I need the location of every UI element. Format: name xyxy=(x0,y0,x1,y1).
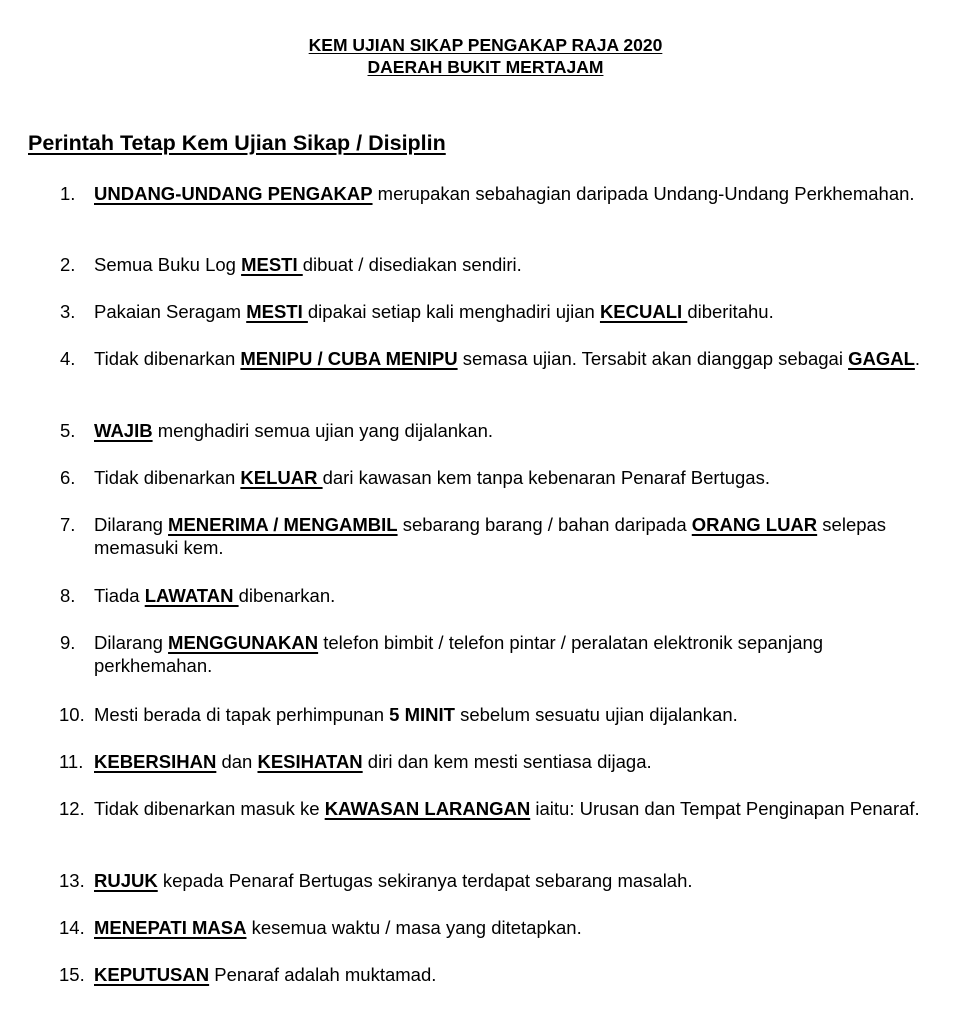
rule-emphasis: GAGAL xyxy=(848,348,915,369)
rule-emphasis: KELUAR xyxy=(240,467,323,488)
rule-text-segment: Tidak dibenarkan xyxy=(94,467,241,488)
rule-emphasis: UNDANG-UNDANG PENGAKAP xyxy=(94,183,373,204)
rule-text xyxy=(94,347,924,370)
rule-emphasis: WAJIB xyxy=(94,420,153,441)
rule-text-segment: Mesti berada di tapak perhimpunan xyxy=(94,704,390,725)
rule-number: 3. xyxy=(60,301,76,322)
rule-emphasis: KEBERSIHAN xyxy=(94,751,217,772)
rule-item xyxy=(60,703,950,726)
rule-item xyxy=(60,631,950,677)
rule-text-segment: Penaraf adalah muktamad. xyxy=(209,964,437,985)
rule-number: 6. xyxy=(60,467,76,488)
header-line-2: DAERAH BUKIT MERTAJAM xyxy=(367,57,604,77)
rule-emphasis: MENGGUNAKAN xyxy=(168,632,319,653)
rule-text xyxy=(94,916,924,939)
rule-emphasis: RUJUK xyxy=(94,870,158,891)
rule-text-segment: diri dan kem mesti sentiasa dijaga. xyxy=(362,751,652,772)
rule-text xyxy=(94,631,924,677)
rule-text-segment: Dilarang xyxy=(94,632,169,653)
rule-text xyxy=(94,182,924,205)
rule-emphasis: LAWATAN xyxy=(144,585,239,606)
rule-text-segment: diberitahu. xyxy=(687,301,774,322)
rule-item xyxy=(60,513,950,559)
rule-text-segment: dan xyxy=(216,751,258,772)
rule-item xyxy=(60,869,950,892)
rule-text-segment: dari kawasan kem tanpa kebenaran Penaraf Bertugas. xyxy=(322,467,770,488)
rule-number: 12. xyxy=(59,798,85,819)
rule-emphasis: MENEPATI MASA xyxy=(94,917,247,938)
rule-text xyxy=(94,797,924,820)
rule-text-segment: merupakan sebahagian daripada Undang-Undang Perkhemahan. xyxy=(372,183,915,204)
rule-number: 13. xyxy=(59,870,85,891)
rule-text-segment: Dilarang xyxy=(94,514,169,535)
rule-item xyxy=(60,584,950,607)
rule-text xyxy=(94,584,924,607)
rule-number: 4. xyxy=(60,348,76,369)
rule-text-segment: Semua Buku Log xyxy=(94,254,242,275)
header-line-1: KEM UJIAN SIKAP PENGAKAP RAJA 2020 xyxy=(308,35,663,55)
rule-emphasis: KAWASAN LARANGAN xyxy=(324,798,531,819)
rule-item xyxy=(60,963,950,986)
rule-text xyxy=(94,419,924,442)
rule-text-segment: dibenarkan. xyxy=(238,585,336,606)
rule-number: 14. xyxy=(59,917,85,938)
rule-item xyxy=(60,253,950,276)
rule-emphasis: KECUALI xyxy=(599,301,688,322)
rule-text-segment: semasa ujian. Tersabit akan dianggap sebagai xyxy=(457,348,849,369)
section-title: Perintah Tetap Kem Ujian Sikap / Disiplin xyxy=(28,131,446,155)
rule-number: 15. xyxy=(59,964,85,985)
rule-item xyxy=(60,300,950,323)
rule-text-segment: telefon bimbit / telefon pintar / peralatan elektronik sepanjang perkhemahan. xyxy=(94,632,824,676)
rule-item xyxy=(60,347,950,370)
rule-text-segment: Pakaian Seragam xyxy=(94,301,247,322)
rule-text-segment: . xyxy=(914,348,921,369)
rule-text xyxy=(94,963,924,986)
rule-item xyxy=(60,916,950,939)
rule-emphasis: MESTI xyxy=(246,301,308,322)
rule-number: 8. xyxy=(60,585,76,606)
rule-number: 11. xyxy=(59,751,84,772)
rule-number: 2. xyxy=(60,254,76,275)
rule-emphasis: KESIHATAN xyxy=(257,751,363,772)
rule-number: 5. xyxy=(60,420,76,441)
rule-text-segment: selepas memasuki kem. xyxy=(94,514,887,558)
rule-item xyxy=(60,466,950,489)
rule-number: 9. xyxy=(60,632,76,653)
rule-emphasis: ORANG LUAR xyxy=(691,514,818,535)
rule-emphasis: MENERIMA / MENGAMBIL xyxy=(168,514,398,535)
rule-text xyxy=(94,466,924,489)
rule-text xyxy=(94,300,924,323)
rule-text-segment: Tidak dibenarkan xyxy=(94,348,241,369)
rule-text xyxy=(94,253,924,276)
rule-text xyxy=(94,750,924,773)
rule-text-segment: sebelum sesuatu ujian dijalankan. xyxy=(454,704,738,725)
rule-number: 10. xyxy=(59,704,85,725)
rule-text xyxy=(94,869,924,892)
rule-item xyxy=(60,750,950,773)
rule-item xyxy=(60,182,950,205)
rule-text-segment: iaitu: Urusan dan Tempat Penginapan Penaraf. xyxy=(530,798,920,819)
rule-text-segment: Tidak dibenarkan masuk ke xyxy=(94,798,325,819)
rule-text-segment: dibuat / disediakan sendiri. xyxy=(302,254,522,275)
rule-number: 1. xyxy=(60,183,76,204)
rule-text xyxy=(94,513,924,559)
rule-emphasis: MESTI xyxy=(241,254,303,275)
rule-text xyxy=(94,703,924,726)
rule-emphasis: MENIPU / CUBA MENIPU xyxy=(240,348,458,369)
document-header xyxy=(0,34,971,78)
rule-text-segment: Tiada xyxy=(94,585,145,606)
rule-text-segment: dipakai setiap kali menghadiri ujian xyxy=(307,301,600,322)
rule-item xyxy=(60,797,950,820)
rule-text-segment: kepada Penaraf Bertugas sekiranya terdapat sebarang masalah. xyxy=(157,870,693,891)
rule-text-segment: kesemua waktu / masa yang ditetapkan. xyxy=(246,917,582,938)
rule-text-segment: menghadiri semua ujian yang dijalankan. xyxy=(152,420,494,441)
rule-number: 7. xyxy=(60,514,76,535)
rule-item xyxy=(60,419,950,442)
rule-emphasis: 5 MINIT xyxy=(389,704,455,725)
rule-text-segment: sebarang barang / bahan daripada xyxy=(397,514,692,535)
rule-emphasis: KEPUTUSAN xyxy=(94,964,210,985)
